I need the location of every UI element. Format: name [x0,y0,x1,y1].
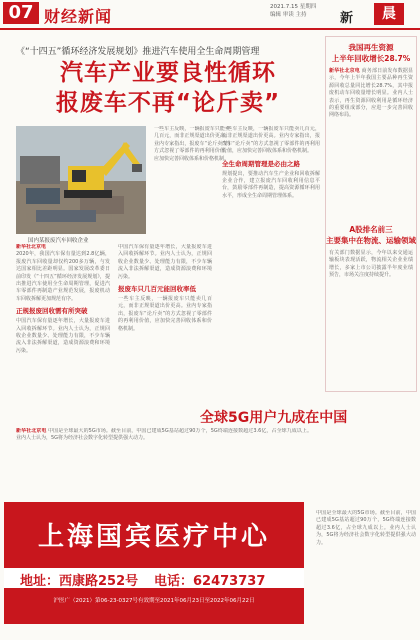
second-article-column-right [316,510,416,630]
sidebar-byline: 新华社北京电 [329,68,360,74]
article-kicker: 《“十四五”循环经济发展规划》推进汽车使用全生命周期管理 [16,47,260,57]
page-header [0,0,420,30]
article-subhead-2: 报废车只几百元能回收率低 [118,285,196,294]
article-intro: 2020年，我国汽车保有量达到2.8亿辆，报废汽车回收量却仅约200多万辆，与发达国家相比差距明显。国家发展改革委日前印发《“十四五”循环经济发展规划》，提出推进汽车使用全生命周期管理，促进汽车零部件再制造产业规范发展，报废机动车回收拆解更加规范有序。 [16,251,110,302]
ad-title: 上海国宾医疗中心 [37,522,270,552]
second-byline: 新华社北京电 [16,428,47,434]
article-paragraph-2: 一些车主反映，一辆报废车只能卖几百元，而非正规渠道出价更高。业内专家指出，报废车“论斤卖”的方式忽视了零部件的再利用价值，应加快完善回收体系和价格机制。 [118,296,212,332]
second-article-text [16,428,312,498]
sidebar-body-2: 有关部门数据显示，今年以来交通运输板块表现活跃，物流相关企业业绩增长，多家上市公司披露半年度业绩预告，市场关注度持续提升。 [329,250,413,279]
issue-date: 2021.7.15 星期四 [270,4,317,10]
logo-right: 晨 [374,3,404,25]
excavator-photo [16,126,146,234]
ad-contact-bar [4,568,304,588]
editor-credit: 编辑 审读 主持 [270,12,307,18]
page-number: 07 [3,2,39,24]
headline-line-1: 汽车产业要良性循环 [60,60,276,86]
article-paragraph-3: 规划提出，要推动汽车生产企业和回收拆解企业合作，建立报废汽车回收利用信息平台，鼓励零部件再制造，提高资源循环利用水平，形成全生命周期管理体系。 [222,170,320,199]
second-headline: 全球5G用户九成在中国 [200,410,348,426]
sidebar-title-2: 上半年回收增长28.7% [331,54,411,63]
sidebar-text [325,64,417,218]
hospital-advertisement [4,502,304,624]
ad-phone: 电话：62473737 [154,574,266,589]
article-paragraph-1: 中国汽车保有量逐年增长，大量报废车进入回收拆解环节。业内人士认为，正规回收企业数量少、处理能力有限，不少车辆流入非法拆解渠道，造成资源浪费和环境污染。 [16,318,110,354]
sidebar-body: 商务部日前发布数据显示，今年上半年我国主要品种再生资源回收总量同比增长28.7%，其中报废机动车回收量增长明显。业内人士表示，再生资源回收利用是循环经济的重要组成部分，应进一步完善回收网络布局。 [329,68,413,119]
article-subhead-1: 正规报废回收需有所突破 [16,307,88,316]
logo-left: 新 [340,11,354,26]
article-column-3 [154,126,230,236]
sidebar-title-4: 主要集中在物流、运输领域 [326,236,416,245]
article-paragraph-2b: 一些车主反映，一辆报废车只能卖几百元，而非正规渠道出价更高。业内专家指出，报废车“论斤卖”的方式忽视了零部件的再利用价值，应加快完善回收体系和价格机制。 [154,126,230,162]
newspaper-logo [340,3,416,25]
article-byline: 新华社北京电 [16,244,47,250]
article-headline [18,58,318,118]
second-body: 中国是全球最大的5G市场。截至目前，中国已建成5G基站超过90万个，5G终端连接数超过3.6亿，占全球九成以上。业内人士认为，5G将为经济社会数字化转型提供强大动力。 [16,428,312,442]
second-body-continued: 中国是全球最大的5G市场。截至目前，中国已建成5G基站超过90万个，5G终端连接数超过3.6亿，占全球九成以上。业内人士认为，5G将为经济社会数字化转型提供强大动力。 [316,510,416,546]
sidebar [325,36,417,374]
sidebar-title-3: A股排名前三 [349,225,393,234]
ad-address: 地址：西康路252号 [20,574,139,589]
ad-license: 沪医广（2021）第06-23-0327号有效期至2021年06月23日至2022年06月22日 [53,598,255,604]
header-meta [270,3,316,19]
sidebar-title-1: 我国再生资源 [348,43,394,52]
photo-caption: 国内某报废汽车回收企业 [28,238,89,244]
article-paragraph-3a: 一些车主反映，一辆报废车只能卖几百元，而非正规渠道出价更高。业内专家指出，报废车“论斤卖”的方式忽视了零部件的再利用价值，应加快完善回收体系和价格机制。 [222,126,320,155]
article-subhead-3: 全生命周期管理是必由之路 [222,159,300,168]
headline-line-2: 报废车不再“论斤卖” [55,90,281,116]
section-title: 财经新闻 [44,7,113,26]
article-paragraph-1b: 中国汽车保有量逐年增长，大量报废车进入回收拆解环节。业内人士认为，正规回收企业数量少、处理能力有限，不少车辆流入非法拆解渠道，造成资源浪费和环境污染。 [118,244,212,280]
